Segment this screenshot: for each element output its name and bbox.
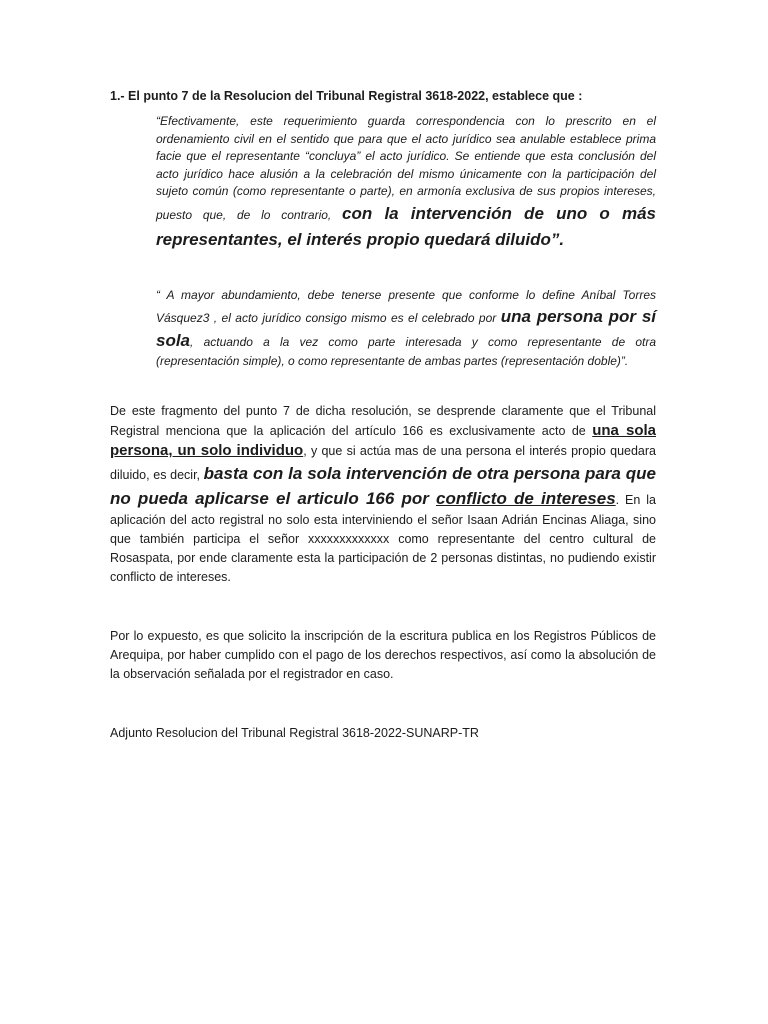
quote-2-emphasis: una persona por sí sola <box>156 306 657 350</box>
para-1-text-1: De este fragmento del punto 7 de dicha resolución, se desprende claramente que el Tribunal Registral menciona que la aplicación del artículo 166 es exclusivamente acto de <box>110 404 656 438</box>
quote-2-text-before: “ A mayor abundamiento, debe tenerse presente que conforme lo define Aníbal Torres Vásquez3 , el acto jurídico consigo mismo es el celebrado por <box>156 288 656 325</box>
quote-1-emphasis: con la intervención de uno o más representantes, el interés propio quedará diluido”. <box>156 203 656 249</box>
para-1-emphasis-2: basta con la sola intervención de otra persona para que no pueda aplicarse el articulo 166 por <box>110 464 656 508</box>
body-paragraph-2: Por lo expuesto, es que solicito la inscripción de la escritura publica en los Registros Públicos de Arequipa, por haber cumplido con el pago de los derechos respectivos, así como la absolución de la observación señalada por el registrador en caso. <box>110 629 656 681</box>
para-1-emphasis-1: una sola persona, un solo individuo <box>110 422 656 459</box>
para-1-emphasis-3: conflicto de intereses <box>436 489 616 508</box>
para-1-text-2: , y que si actúa mas de una persona el interés propio quedara diluido, es decir, <box>110 444 656 482</box>
quote-paragraph-1 <box>156 113 656 253</box>
attachment-line: Adjunto Resolucion del Tribunal Registral 3618-2022-SUNARP-TR <box>110 726 479 740</box>
section-heading: 1.- El punto 7 de la Resolucion del Tribunal Registral 3618-2022, establece que : <box>110 89 583 103</box>
quote-2-text-after: , actuando a la vez como parte interesada y como representante de otra (representación simple), o como representante de ambas partes (representación doble)”. <box>156 334 656 368</box>
para-1-text-3: . En la aplicación del acto registral no solo esta interviniendo el señor Isaan Adrián Encinas Aliaga, sino que también participa el señor xxxxxxxxxxxxx como representante del centro cultural de Rosaspata, por ende claramente esta la participación de 2 personas distintas, no pudiendo existir conflicto de intereses. <box>110 493 656 584</box>
body-paragraph-1 <box>110 402 656 587</box>
quote-1-text: “Efectivamente, este requerimiento guarda correspondencia con lo prescrito en el ordenamiento civil en el sentido que para que el acto jurídico sea anulable establece prima facie que el representante “concluya” el acto jurídico. Se entiende que esta conclusión del acto jurídico hace alusión a la celebración del mismo únicamente con la participación del sujeto común (como representante o parte), en armonía exclusiva de sus propios intereses, puesto que, de lo contrario, <box>156 114 656 222</box>
quote-paragraph-2 <box>156 287 656 370</box>
